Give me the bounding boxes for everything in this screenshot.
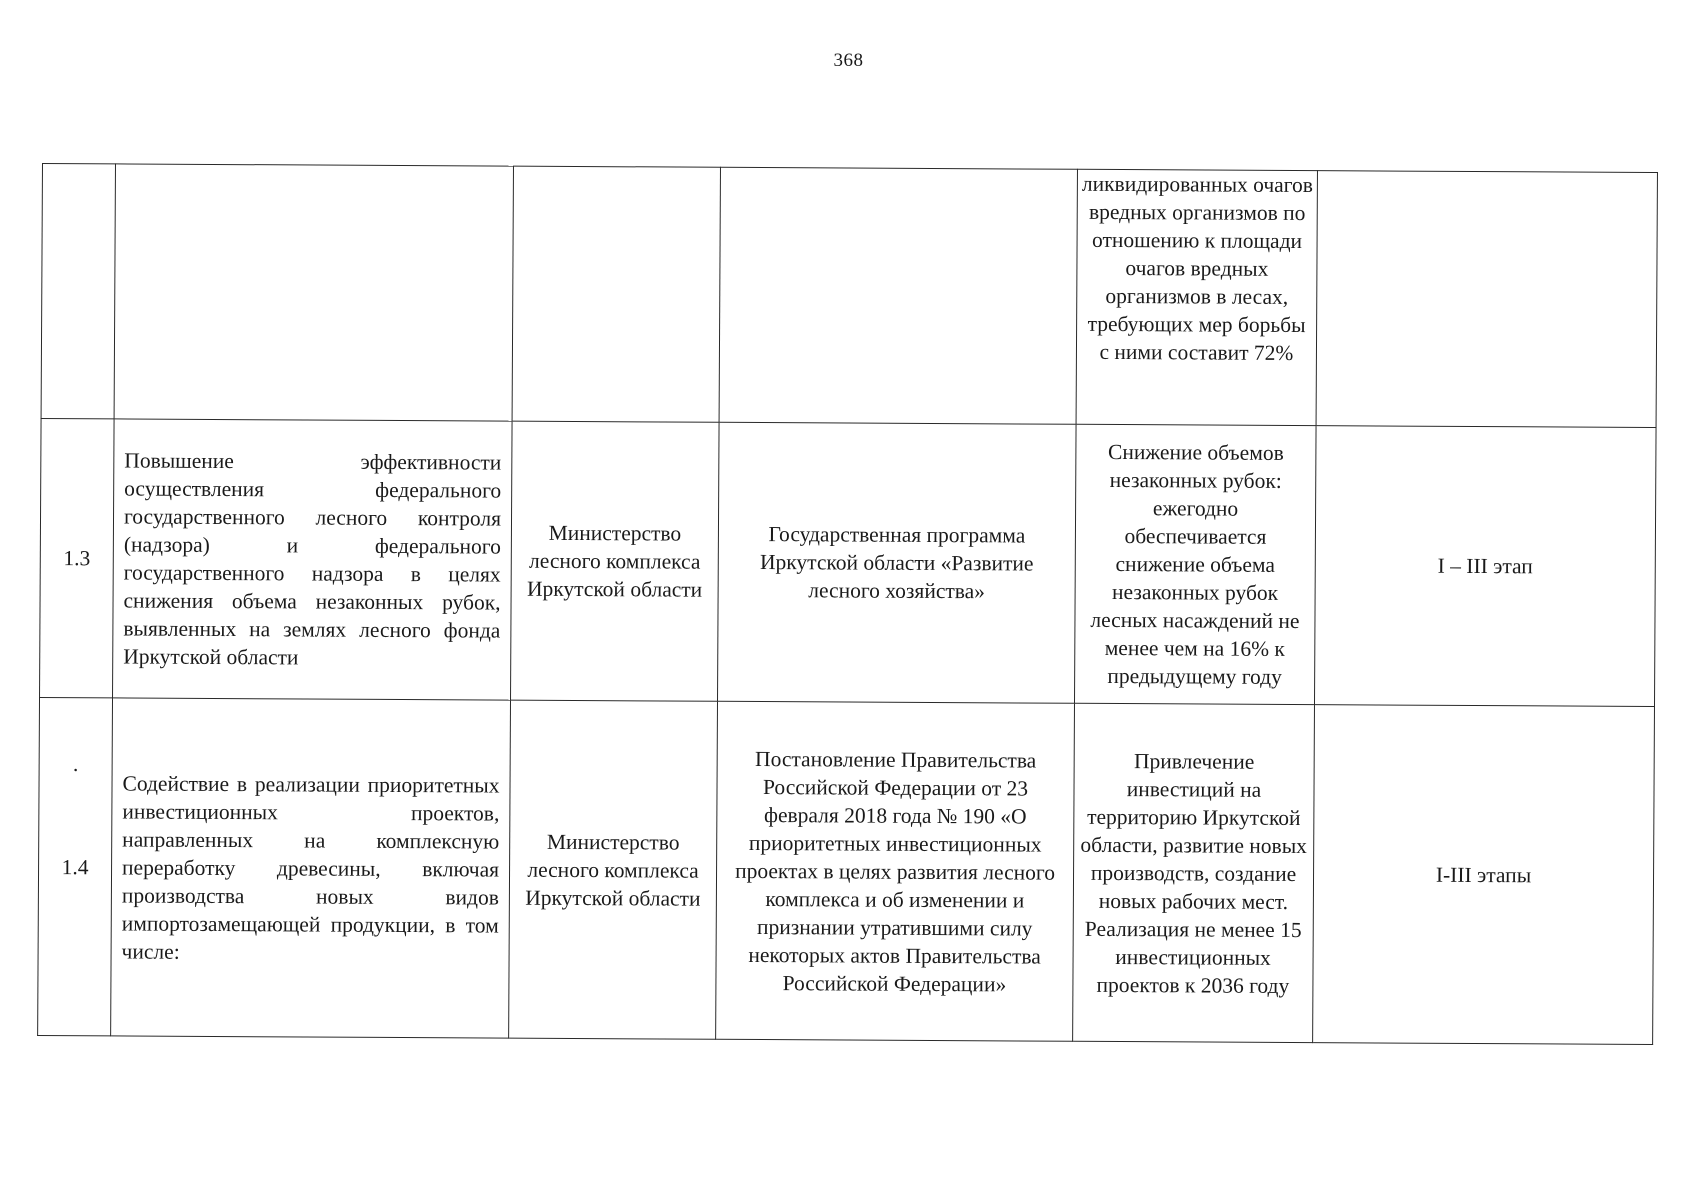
stage-cell: I-III этапы [1313,705,1655,1045]
stage-cell [1316,171,1657,428]
stage-cell: I – III этап [1314,426,1656,707]
executor-cell [512,166,720,422]
expected-result-cell: Снижение объемов незаконных рубок: ежегодно обеспечивается снижение объема незаконных рубок лесных насаждений не менее чем на 16% к предыдущему году [1074,424,1316,704]
measure-description-cell [114,164,513,421]
row-number-mark: · [71,758,80,783]
row-number-cell-wrap [38,697,113,1035]
table-row-1-3 [40,418,1657,706]
measures-table [37,163,1658,1045]
measure-description-cell: Содействие в реализации приоритетных инвестиционных проектов, направленных на комплексную переработку древесины, включая производства новых видов импортозамещающей продукции, в том числе: [111,698,511,1038]
expected-result-cell: ликвидированных очагов вредных организмов по отношению к площади очагов вредных организмов в лесах, требующих мер борьбы с ними составит 72% [1076,169,1317,425]
program-cell: Государственная программа Иркутской области «Развитие лесного хозяйства» [718,422,1077,703]
table-row-continuation [41,164,1657,428]
expected-result-cell: Привлечение инвестиций на территорию Иркутской области, развитие новых производств, создание новых рабочих мест. Реализация не менее 15 инвестиционных проектов к 2036 году [1073,703,1315,1042]
page-number: 368 [833,50,864,71]
row-number-cell: 1.3 [40,418,115,697]
row-number-cell [41,164,115,419]
measure-description-cell: Повышение эффективности осуществления федерального государственного лесного контроля (надзора) и федерального государственного надзора в целях снижения объема незаконных рубок, выявленных на землях лесного фонда Иркутской области [113,419,513,700]
program-cell: Постановление Правительства Российской Федерации от 23 февраля 2018 года № 190 «О приоритетных инвестиционных проектах в целях развития лесного комплекса и об изменении и признании утратившими силу некоторых актов Правительства Российской Федерации» [716,701,1075,1041]
table-row-1-4 [38,697,1655,1044]
executor-cell: Министерство лесного комплекса Иркутской области [509,700,718,1039]
program-cell [719,167,1077,424]
executor-cell: Министерство лесного комплекса Иркутской области [511,421,720,701]
row-number: 1.4 [61,854,89,879]
